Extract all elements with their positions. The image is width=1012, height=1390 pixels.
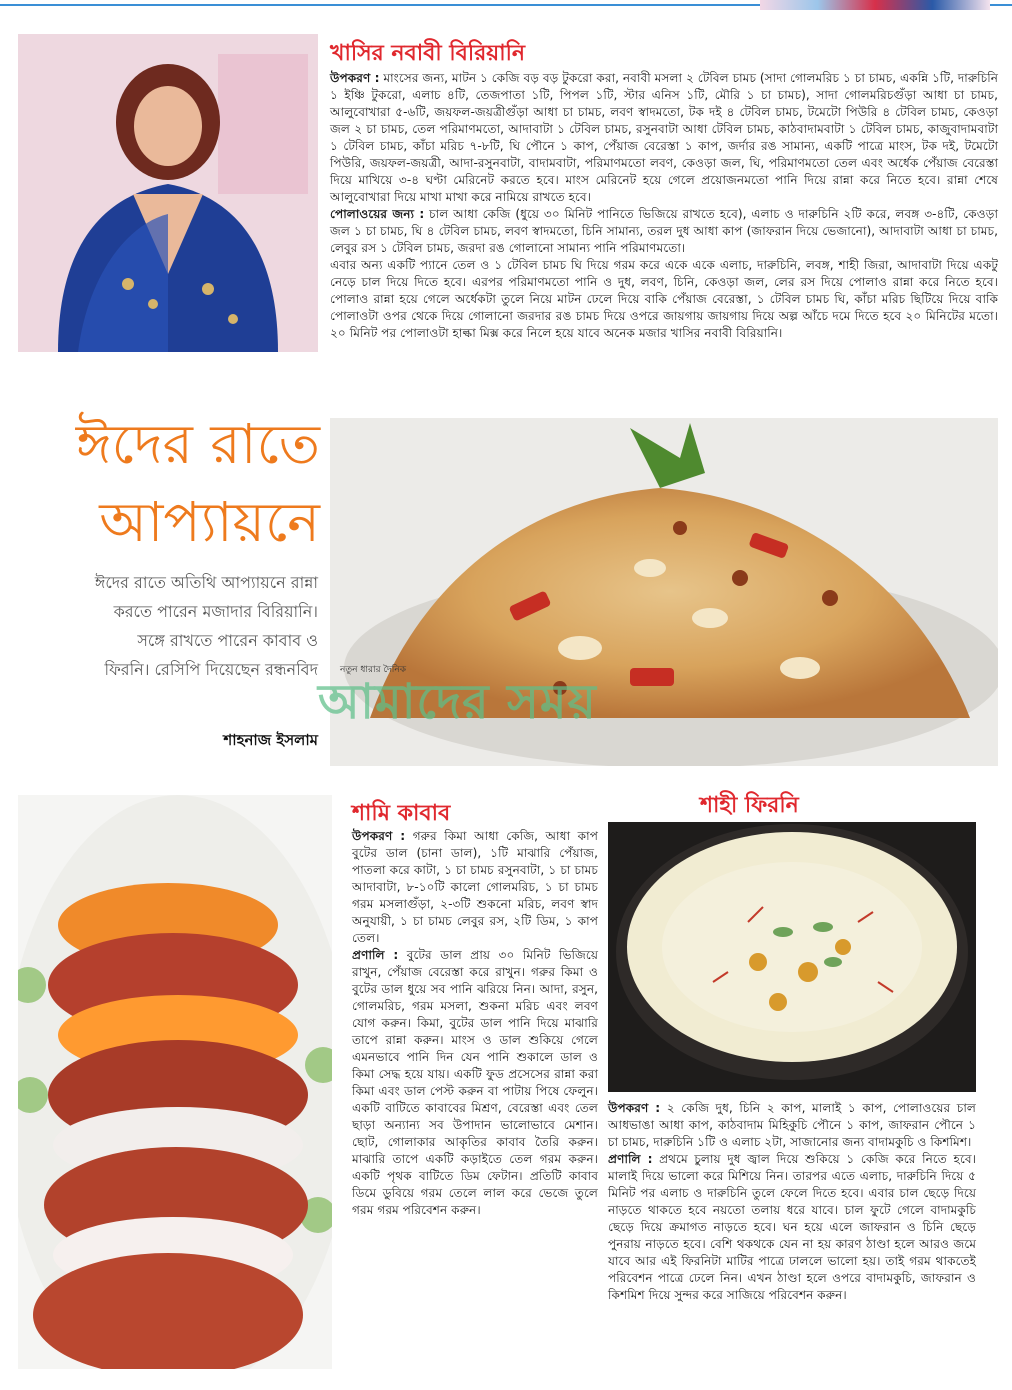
headline-line-2: আপ্যায়নে: [99, 490, 320, 554]
kebab-ingredients-text: গরুর কিমা আধা কেজি, আধা কাপ বুটের ডাল (চানা ডাল), ১টি মাঝারি পেঁয়াজ, পাতলা করে কাটা, ১ চা চামচ রসুনবাটা, ১ চা চামচ আদাবাটা, ৮-১০টি কালো গোলমরিচ, ১ চা চামচ গরম মসলাগুঁড়া, ২-৩টি শুকনো মরিচ, লবণ স্বাদ অনুযায়ী, ১ চা চামচ লেবুর রস, ২টি ডিম, ১ কাপ তেল।: [352, 829, 598, 945]
chef-photo: [18, 34, 318, 352]
kebab-ingredients: [352, 828, 598, 947]
watermark-logo: আমাদের সময়: [318, 674, 597, 730]
headline-line-1: ঈদের রাতে: [75, 412, 320, 476]
kebab-method: [352, 947, 598, 1219]
firni-method: [608, 1151, 976, 1304]
intro-text: ঈদের রাতে অতিথি আপ্যায়নে রান্না করতে পারেন মজাদার বিরিয়ানি। সঙ্গে রাখতে পারেন কাবাব ও ফিরনি। রেসিপি দিয়েছেন রন্ধনবিদ: [94, 573, 318, 679]
firni-method-text: প্রথমে চুলায় দুধ জ্বাল দিয়ে শুকিয়ে ১ কেজি করে নিতে হবে। মালাই দিয়ে ভালো করে মিশিয়ে নিন। তারপর এতে এলাচ, দারুচিনি দিয়ে ৫ মিনিট পর এলাচ ও দারুচিনি তুলে ফেলে দিতে হবে। এবার চাল ছেড়ে দিয়ে নাড়তে থাকতে হবে নয়তো তলায় ধরে যাবে। চাল ফুটে গেলে বাদামকুচি ছেড়ে দিয়ে ক্রমাগত নাড়তে হবে। ঘন হয়ে এলে জাফরান ও চিনি ছেড়ে পুনরায় নাড়তে হবে। বেশি থকথকে যেন না হয় কারণ ঠাণ্ডা হলে আরও জমে যাবে আর এই ফিরনিটা মাটির পাত্রে ঢাললে ভালো হয়। তাই গরম থাকতেই পরিবেশন পাত্রে ঢেলে নিন। এখন ঠাণ্ডা হলে ওপরে বাদামকুচি, জাফরান ও কিশমিশ দিয়ে সুন্দর করে সাজিয়ে পরিবেশন করুন।: [608, 1152, 976, 1302]
kebab-method-text: বুটের ডাল প্রায় ৩০ মিনিট ভিজিয়ে রাখুন, পেঁয়াজ বেরেস্তা করে রাখুন। গরুর কিমা ও বুটের ডাল ধুয়ে সব পানি ঝরিয়ে নিন। আদা, রসুন, গোলমরিচ, গরম মসলা, শুকনা মরিচ এবং লবণ যোগ করুন। কিমা, বুটের ডাল পানি দিয়ে মাঝারি তাপে রান্না করুন। মাংস ও ডাল শুকিয়ে গেলে এমনভাবে পানি দিন যেন পানি শুকালে ডাল ও কিমা সেদ্ধ হয়ে যায়। একটি ফুড প্রসেসের রান্না করা কিমা এবং ডাল পেস্ট করুন বা পাটায় পিষে ফেলুন। একটি বাটিতে কাবাবের মিশ্রণ, বেরেস্তা এবং তেল ছাড়া অন্যান্য সব উপাদান ভালোভাবে মেশান। ছোট, গোলাকার আকৃতির কাবাব তৈরি করুন। মাঝারি তাপে একটি কড়াইতে তেল গরম করুন। একটি পৃথক বাটিতে ডিম ফেটান। প্রতিটি কাবাব ডিমে ডুবিয়ে গরম তেলে লাল করে ভেজে তুলে গরম গরম পরিবেশন করুন।: [352, 948, 598, 1217]
kebab-method-label: প্রণালি :: [352, 948, 399, 962]
firni-ingredients: [608, 1100, 976, 1151]
kebab-recipe-text: [352, 828, 598, 1219]
watermark-tagline: নতুন ধারার দৈনিক: [340, 665, 406, 675]
biryani-title: খাসির নবাবী বিরিয়ানি: [330, 40, 526, 66]
biryani-ingredients: [330, 70, 998, 206]
biryani-ingredients-text: মাংসের জন্য, মাটন ১ কেজি বড় বড় টুকরো করা, নবাবী মসলা ২ টেবিল চামচ (সাদা গোলমরিচ ১ চা চামচ, একন্নি ১টি, দারুচিনি ১ ইঞ্চি টুকরো, এলাচ ৪টি, তেজপাতা ১টি, পিপল ১টি, স্টার এনিস ১টি, মৌরি ১ চা চামচ), সাদা গোলমরিচগুঁড়া আধা চা চামচ, আলুবোখারা ৫-৬টি, জয়ফল-জয়ত্রীগুঁড়া আধা চা চামচ, লবণ স্বাদমতো, টক দই ৪ টেবিল চামচ, টমেটো পিউরি ৪ টেবিল চামচ, কেওড়া জল ২ চা চামচ, তেল পরিমাণমতো, আদাবাটা ১ টেবিল চামচ, রসুনবাটা আধা টেবিল চামচ, কাঠবাদামবাটা ১ টেবিল চামচ, কাজুবাদামবাটা ১ টেবিল চামচ, কাঁচা মরিচ ৭-৮টি, ঘি পৌনে ১ কাপ, পেঁয়াজ বেরেস্তা ১ কাপ, জর্দার রঙ সামান্য, একটি পাত্রে মাংস, টক দই, টমেটো পিউরি, জয়ফল-জয়ত্রী, আদা-রসুনবাটা, বাদামবাটা, পরিমাণমতো লবণ, কেওড়া জল, ঘি, পরিমাণমতো তেল এবং অর্ধেক পেঁয়াজ বেরেস্তা দিয়ে মাখিয়ে ৩-৪ ঘণ্টা মেরিনেট করতে হবে। মাংস মেরিনেট হয়ে গেলে প্রয়োজনমতো পানি দিয়ে রান্না করে নিতে হবে। রান্না শেষে আলুবোখারা দিয়ে মাখা মাখা করে নামিয়ে রাখতে হবে।: [330, 71, 998, 204]
kebab-ingredients-label: উপকরণ :: [352, 829, 406, 843]
firni-method-label: প্রণালি :: [608, 1152, 653, 1166]
top-decoration-image: [760, 0, 990, 10]
firni-ingredients-text: ২ কেজি দুধ, চিনি ২ কাপ, মালাই ১ কাপ, পোলাওয়ের চাল আধভাঙা আধা কাপ, কাঠবাদাম মিহিকুচি পৌনে ১ কাপ, জাফরান পৌনে ১ চা চামচ, দারুচিনি ১টি ও এলাচ ২টা, সাজানোর জন্য বাদামকুচি ও কিশমিশ।: [608, 1101, 976, 1149]
biryani-method: এবার অন্য একটি প্যানে তেল ও ১ টেবিল চামচ ঘি দিয়ে গরম করে একে একে এলাচ, দারুচিনি, লবঙ্গ, শাহী জিরা, আদাবাটা দিয়ে একটু নেড়ে চাল দিয়ে দিতে হবে। এরপর পরিমাণমতো পানি ও দুধ, লবণ, চিনি, কেওড়া জল, লের রস দিয়ে পোলাও রান্না করে নিতে হবে। পোলাও রান্না হয়ে গেলে অর্ধেকটা তুলে নিয়ে মাটন ঢেলে দিয়ে বাকি পেঁয়াজ বেরেস্তা, ১ টেবিল চামচ ঘি, কাঁচা মরিচ ছিটিয়ে দিয়ে বাকি পোলাওটা ওপর থেকে দিয়ে গোলানো জরদার রঙ চামচ দিয়ে ওপরে জায়গায় জায়গায় দিয়ে অল্প আঁচে দমে দিতে হবে ২০ মিনিটের মতো। ২০ মিনিট পর পোলাওটা হাল্কা মিক্স করে নিলে হয়ে যাবে অনেক মজার খাসির নবাবী বিরিয়ানি।: [330, 258, 998, 340]
firni-recipe-text: [608, 1100, 976, 1304]
author-name: শাহনাজ ইসলাম: [223, 731, 318, 749]
biryani-polao-text: চাল আধা কেজি (ধুয়ে ৩০ মিনিট পানিতে ভিজিয়ে রাখতে হবে), এলাচ ও দারুচিনি ২টি করে, লবঙ্গ ৩-৪টি, কেওড়া জল ১ চা চামচ, ঘি ৪ টেবিল চামচ, লবণ স্বাদমতো, চিনি সামান্য, তরল দুধ আধা কাপ (জাফরান দিয়ে ভেজানো), আদাবাটা আধা চা চামচ, লেবুর রস ১ টেবিল চামচ, জরদা রঙ গোলানো সামান্য পানি পরিমাণমতো।: [330, 207, 998, 255]
kebab-title: শামি কাবাব: [352, 800, 451, 826]
biryani-polao: [330, 206, 998, 257]
firni-title: শাহী ফিরনি: [700, 792, 799, 818]
headline: [20, 405, 320, 561]
firni-ingredients-label: উপকরণ :: [608, 1101, 661, 1115]
kebab-photo: [18, 795, 332, 1369]
biryani-recipe-text: [330, 70, 998, 342]
newspaper-watermark: [318, 662, 738, 730]
firni-photo: [608, 822, 976, 1092]
biryani-ingredients-label: উপকরণ :: [330, 71, 380, 85]
biryani-polao-label: পোলাওয়ের জন্য :: [330, 207, 425, 221]
